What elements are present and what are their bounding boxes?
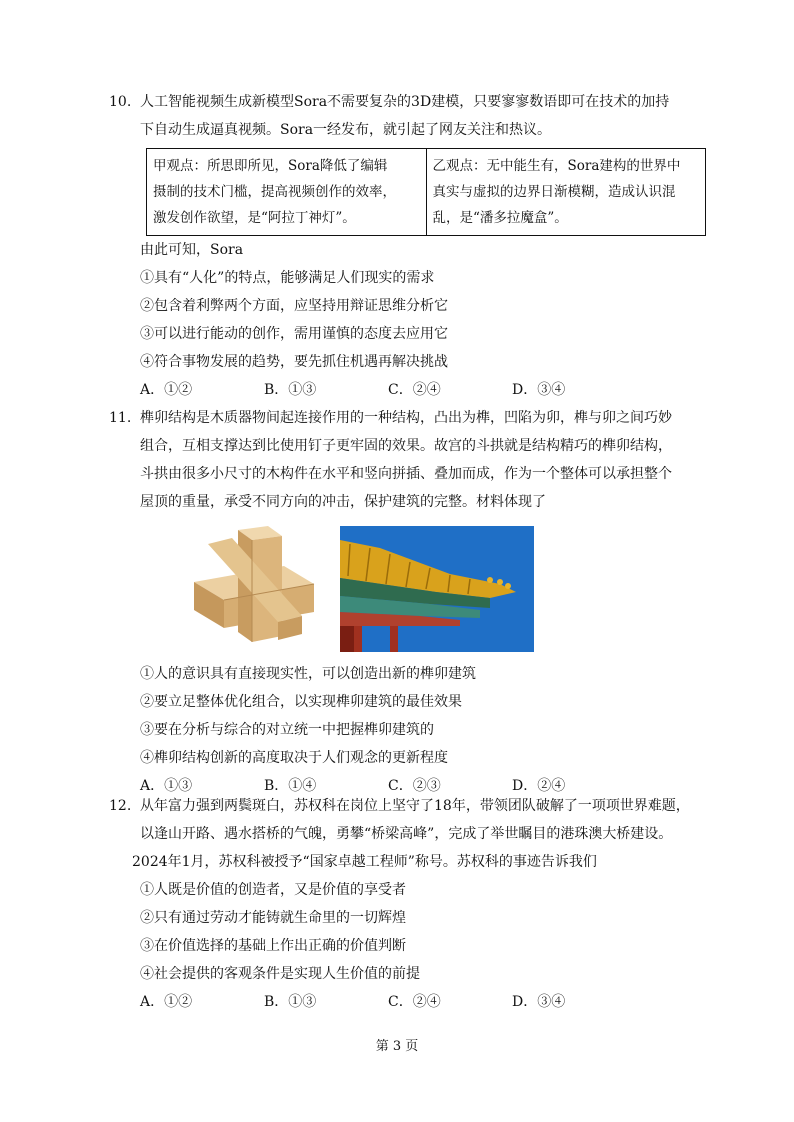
question-11: [109, 404, 688, 800]
answer-choices: [118, 376, 688, 404]
viewpoint-b: 乙观点：无中能生有，Sora建构的世界中 真实与虚拟的边界日渐模糊，造成认识混 乱，是“潘多拉魔盒”。: [426, 149, 706, 236]
question-number: 10.: [109, 94, 132, 110]
viewpoints-table: [146, 148, 706, 236]
question-number: 12.: [109, 798, 132, 814]
choice-d[interactable]: D．③④: [512, 994, 566, 1010]
material-images: [186, 524, 688, 652]
statement-2: ②要立足整体优化组合，以实现榫卯建筑的最佳效果: [140, 694, 462, 710]
statement-3: ③可以进行能动的创作，需用谨慎的态度去应用它: [140, 326, 448, 342]
statement-4: ④榫卯结构创新的高度取决于人们观念的更新程度: [140, 750, 448, 766]
statement-4: ④符合事物发展的趋势，要先抓住机遇再解决挑战: [140, 354, 448, 370]
statement-4: ④社会提供的客观条件是实现人生价值的前提: [140, 966, 420, 982]
answer-choices: [118, 988, 688, 1016]
choice-b[interactable]: B．①③: [264, 994, 317, 1010]
statement-3: ③要在分析与综合的对立统一中把握榫卯建筑的: [140, 722, 434, 738]
choice-a[interactable]: A．①②: [140, 994, 193, 1010]
choice-b[interactable]: B．①④: [264, 778, 317, 794]
choice-c[interactable]: C．②④: [388, 994, 441, 1010]
wooden-burr-puzzle-image: [186, 524, 322, 652]
statement-3: ③在价值选择的基础上作出正确的价值判断: [140, 938, 406, 954]
question-10-stem: 10. 人工智能视频生成新模型Sora不需要复杂的3D建模，只要寥寥数语即可在技术的加持 下自动生成逼真视频。Sora一经发布，就引起了网友关注和热议。: [118, 88, 688, 144]
viewpoint-a: 甲观点：所思即所见，Sora降低了编辑 摄制的技术门槛，提高视频创作的效率， 激发创作欲望，是“阿拉丁神灯”。: [147, 149, 427, 236]
forbidden-city-eaves-image: [340, 526, 534, 652]
page-number: 第 3 页: [375, 1039, 419, 1054]
question-12-stem: 12. 从年富力强到两鬓斑白，苏权科在岗位上坚守了18年，带领团队破解了一项项世界难题， 以逢山开路、遇水搭桥的气魄，勇攀“桥梁高峰”，完成了举世瞩目的港珠澳大桥建设。 2024年1月，苏权科被授予“国家卓越工程师”称号。苏权科的事迹告诉我们: [118, 792, 688, 876]
choice-a[interactable]: A．①②: [140, 382, 193, 398]
statement-2: ②只有通过劳动才能铸就生命里的一切辉煌: [140, 910, 406, 926]
question-lead: 由此可知，Sora: [140, 242, 244, 258]
statement-1: ①人的意识具有直接现实性，可以创造出新的榫卯建筑: [140, 666, 476, 682]
statement-2: ②包含着利弊两个方面，应坚持用辩证思维分析它: [140, 298, 448, 314]
choice-b[interactable]: B．①③: [264, 382, 317, 398]
choice-a[interactable]: A．①③: [140, 778, 193, 794]
choice-c[interactable]: C．②④: [388, 382, 441, 398]
choice-c[interactable]: C．②③: [388, 778, 441, 794]
statement-1: ①具有“人化”的特点，能够满足人们现实的需求: [140, 270, 435, 286]
question-12: [109, 792, 690, 1016]
choice-d[interactable]: D．②④: [512, 778, 566, 794]
question-number: 11.: [109, 410, 132, 426]
question-10: [109, 88, 688, 404]
statement-1: ①人既是价值的创造者，又是价值的享受者: [140, 882, 406, 898]
question-11-stem: 11. 榫卯结构是木质器物间起连接作用的一种结构，凸出为榫，凹陷为卯，榫与卯之间巧妙 组合，互相支撑达到比使用钉子更牢固的效果。故宫的斗拱就是结构精巧的榫卯结构， 斗拱由很多小尺寸的木构件在水平和竖向拼插、叠加而成，作为一个整体可以承担整个 屋顶的重量，承受不同方向的冲击，保护建筑的完整。材料体现了: [118, 404, 688, 516]
choice-d[interactable]: D．③④: [512, 382, 566, 398]
